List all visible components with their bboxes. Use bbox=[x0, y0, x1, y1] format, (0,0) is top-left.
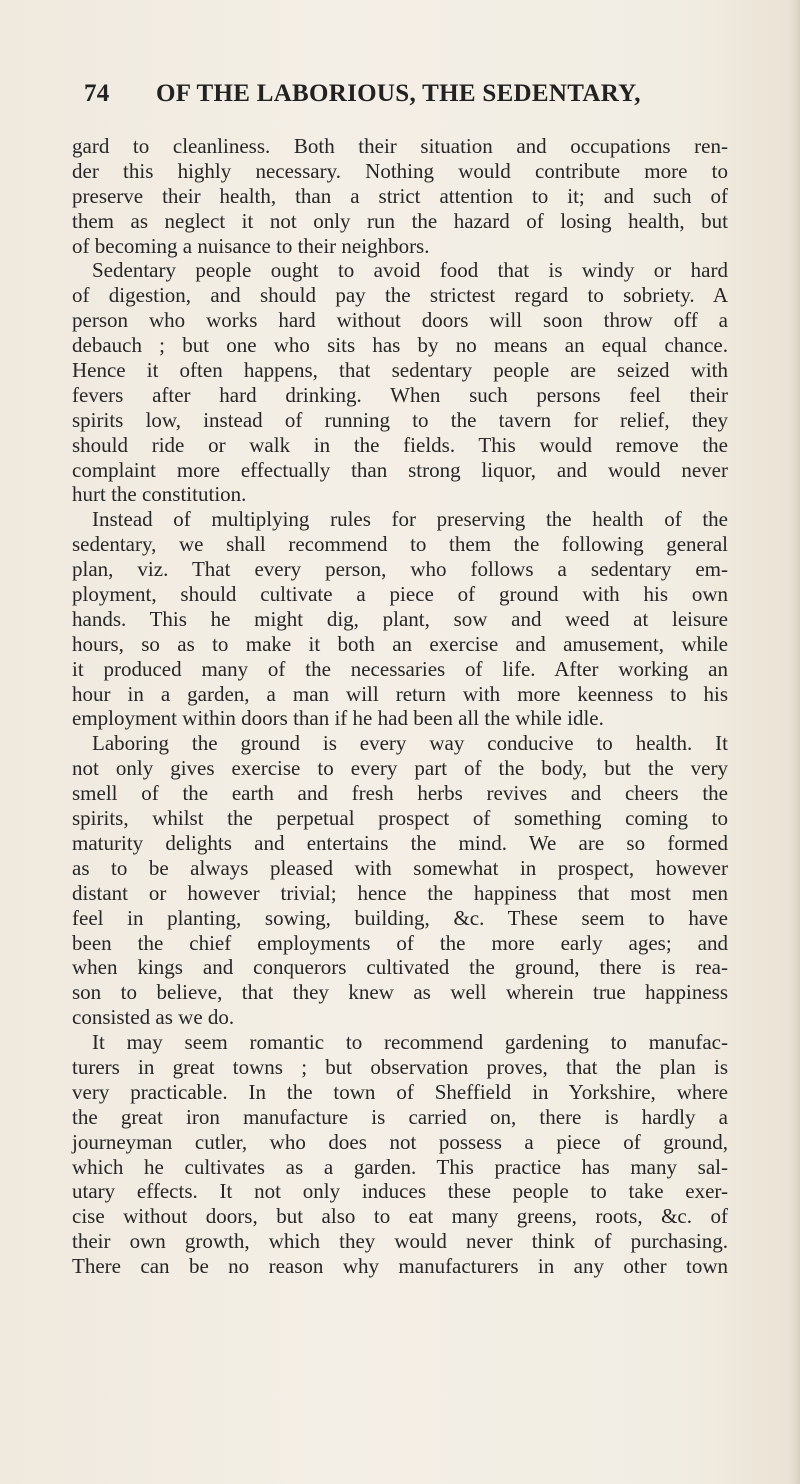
text-line: Hence it often happens, that sedentary people are seized with bbox=[72, 358, 728, 383]
running-head: OF THE LABORIOUS, THE SEDENTARY, bbox=[156, 80, 641, 107]
text-line: spirits low, instead of running to the tavern for relief, they bbox=[72, 407, 728, 432]
text-line: journeyman cutler, who does not possess a piece of ground, bbox=[72, 1129, 728, 1154]
text-line: their own growth, which they would never think of purchasing. bbox=[72, 1229, 728, 1254]
text-line: as to be always pleased with somewhat in prospect, however bbox=[72, 855, 728, 880]
text-line: der this highly necessary. Nothing would contribute more to bbox=[72, 158, 728, 183]
text-line: fevers after hard drinking. When such persons feel their bbox=[72, 382, 728, 407]
text-line: consisted as we do. bbox=[72, 1005, 235, 1030]
text-line: when kings and conquerors cultivated the ground, there is rea- bbox=[72, 955, 728, 980]
text-line: the great iron manufacture is carried on, there is hardly a bbox=[72, 1104, 728, 1129]
text-line: cise without doors, but also to eat many greens, roots, &c. of bbox=[72, 1204, 728, 1229]
text-line: It may seem romantic to recommend gardening to manufac- bbox=[92, 1030, 728, 1055]
text-line: plan, viz. That every person, who follows a sedentary em- bbox=[72, 557, 728, 582]
text-line: feel in planting, sowing, building, &c. These seem to have bbox=[72, 905, 728, 930]
text-line: There can be no reason why manufacturers in any other town bbox=[72, 1254, 728, 1279]
page-number: 74 bbox=[84, 80, 110, 107]
text-line: not only gives exercise to every part of the body, but the very bbox=[72, 756, 728, 781]
text-line: spirits, whilst the perpetual prospect of something coming to bbox=[72, 806, 728, 831]
text-line: it produced many of the necessaries of life. After working an bbox=[72, 656, 728, 681]
text-line: Instead of multiplying rules for preserving the health of the bbox=[92, 507, 728, 532]
text-line: Laboring the ground is every way conducive to health. It bbox=[92, 731, 728, 756]
text-line: gard to cleanliness. Both their situation and occupations ren- bbox=[72, 134, 728, 158]
text-line: ployment, should cultivate a piece of ground with his own bbox=[72, 582, 728, 607]
text-line: them as neglect it not only run the hazard of losing health, but bbox=[72, 208, 728, 233]
text-line: smell of the earth and fresh herbs revives and cheers the bbox=[72, 781, 728, 806]
text-line: utary effects. It not only induces these people to take exer- bbox=[72, 1179, 728, 1204]
text-line: hours, so as to make it both an exercise and amusement, while bbox=[72, 631, 728, 656]
body-text bbox=[72, 134, 728, 1279]
text-line: preserve their health, than a strict attention to it; and such of bbox=[72, 183, 728, 208]
text-line: turers in great towns ; but observation proves, that the plan is bbox=[72, 1054, 728, 1079]
text-line: distant or however trivial; hence the happiness that most men bbox=[72, 880, 728, 905]
text-line: sedentary, we shall recommend to them the following general bbox=[72, 532, 728, 557]
text-line: maturity delights and entertains the mind. We are so formed bbox=[72, 830, 728, 855]
page-edge-shadow bbox=[790, 0, 800, 1484]
text-line: very practicable. In the town of Sheffield in Yorkshire, where bbox=[72, 1079, 728, 1104]
text-line: Sedentary people ought to avoid food that is windy or hard bbox=[92, 258, 728, 283]
text-line: been the chief employments of the more early ages; and bbox=[72, 930, 728, 955]
text-line: son to believe, that they knew as well wherein true happiness bbox=[72, 980, 728, 1005]
text-line: of digestion, and should pay the strictest regard to sobriety. A bbox=[72, 283, 728, 308]
page-header bbox=[84, 80, 724, 112]
text-line: hands. This he might dig, plant, sow and weed at leisure bbox=[72, 606, 728, 631]
text-line: debauch ; but one who sits has by no means an equal chance. bbox=[72, 333, 728, 358]
text-line: of becoming a nuisance to their neighbors. bbox=[72, 233, 430, 258]
text-line: which he cultivates as a garden. This practice has many sal- bbox=[72, 1154, 728, 1179]
text-line: hour in a garden, a man will return with more keenness to his bbox=[72, 681, 728, 706]
text-line: person who works hard without doors will soon throw off a bbox=[72, 308, 728, 333]
text-line: hurt the constitution. bbox=[72, 482, 247, 507]
text-line: should ride or walk in the fields. This would remove the bbox=[72, 432, 728, 457]
text-line: complaint more effectually than strong liquor, and would never bbox=[72, 457, 728, 482]
text-line: employment within doors than if he had been all the while idle. bbox=[72, 706, 604, 731]
